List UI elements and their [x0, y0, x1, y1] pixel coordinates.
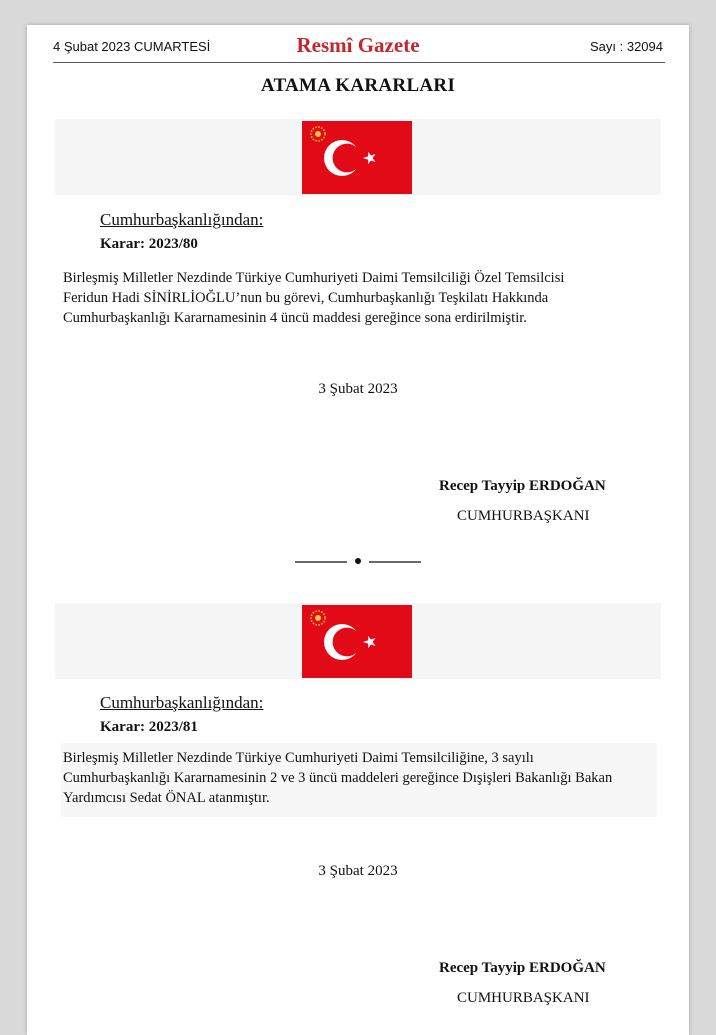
decision-date: 3 Şubat 2023 [318, 863, 398, 879]
section-divider [295, 556, 421, 566]
decision-number: Karar: 2023/80 [100, 236, 198, 252]
header-date: 4 Şubat 2023 CUMARTESİ [53, 39, 211, 54]
turkish-flag-emblem-icon [302, 121, 412, 194]
gazette-title: Resmî Gazete [296, 33, 420, 57]
gazette-page [27, 25, 689, 1035]
issuer-heading: Cumhurbaşkanlığından: [100, 210, 264, 229]
decision-date: 3 Şubat 2023 [318, 381, 398, 397]
text-line: Yardımcısı Sedat ÖNAL atanmıştır. [63, 790, 270, 806]
section-title: ATAMA KARARLARI [260, 75, 456, 96]
decision-text [63, 268, 651, 328]
issuer-heading: Cumhurbaşkanlığından: [100, 693, 264, 712]
signatory-name: Recep Tayyip ERDOĞAN [439, 478, 606, 494]
turkish-flag-emblem-icon [302, 605, 412, 678]
signatory-title: CUMHURBAŞKANI [457, 508, 590, 524]
text-line: Cumhurbaşkanlığı Kararnamesinin 4 üncü maddesi gereğince sona erdirilmiştir. [63, 310, 527, 326]
header-divider [53, 62, 665, 63]
text-line: Birleşmiş Milletler Nezdinde Türkiye Cumhuriyeti Daimi Temsilciliğine, 3 sayılı [63, 750, 534, 766]
decision-text [63, 748, 651, 808]
signatory-title: CUMHURBAŞKANI [457, 990, 590, 1006]
text-line: Feridun Hadi SİNİRLİOĞLU’nun bu görevi, Cumhurbaşkanlığı Teşkilatı Hakkında [63, 290, 549, 306]
signatory-name: Recep Tayyip ERDOĞAN [439, 960, 606, 976]
decision-number: Karar: 2023/81 [100, 719, 198, 735]
text-line: Birleşmiş Milletler Nezdinde Türkiye Cumhuriyeti Daimi Temsilciliği Özel Temsilcisi [63, 270, 565, 286]
issue-number: Sayı : 32094 [590, 39, 663, 54]
text-line: Cumhurbaşkanlığı Kararnamesinin 2 ve 3 üncü maddeleri gereğince Dışişleri Bakanlığı Bakan [63, 770, 613, 786]
